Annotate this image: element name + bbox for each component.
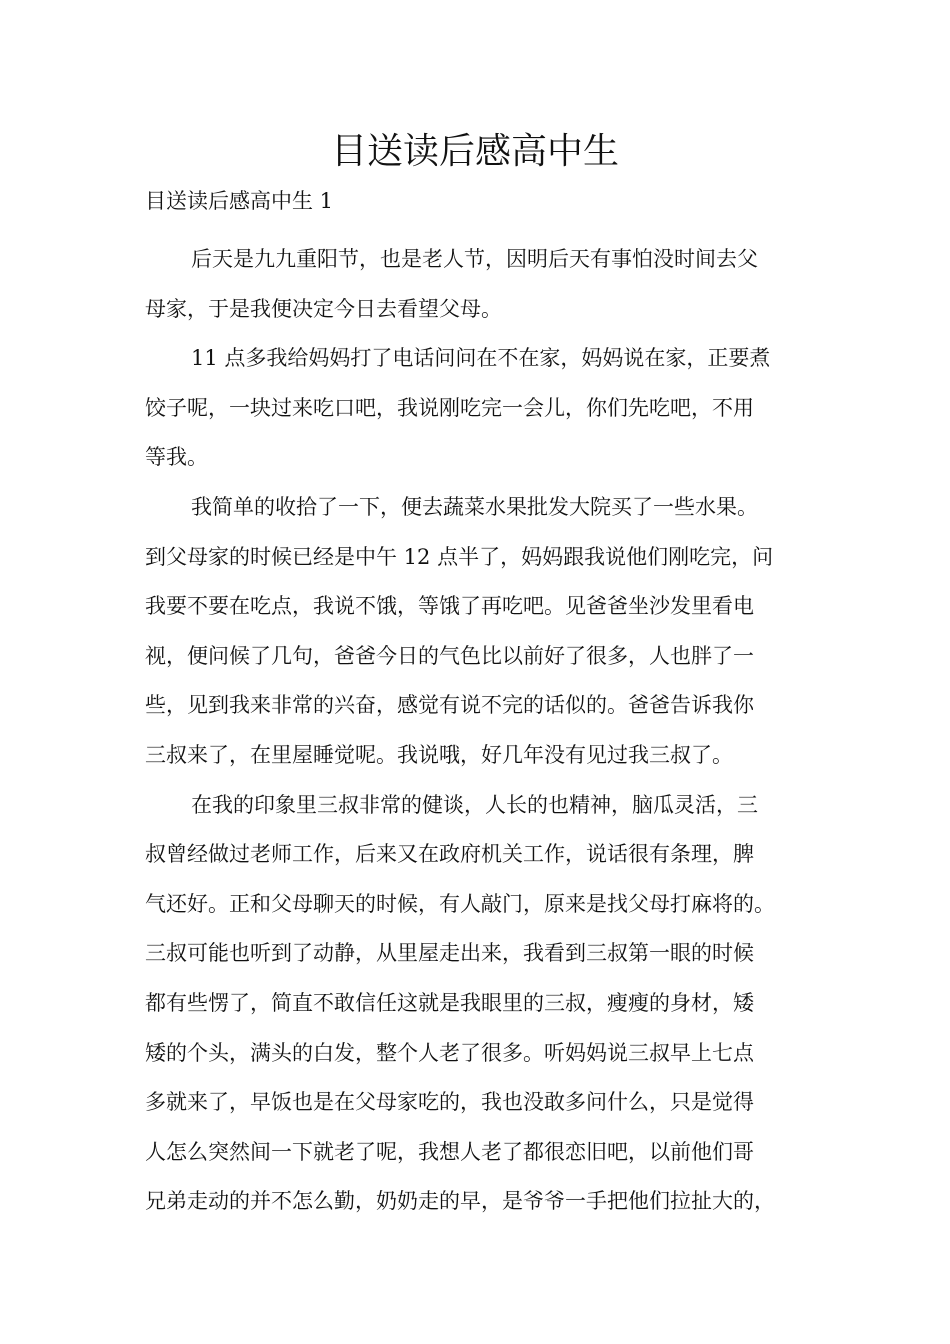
paragraph-2 [145,334,825,483]
text-line: 矮的个头，满头的白发，整个人老了很多。听妈妈说三叔早上七点 [145,1040,754,1065]
document-title: 目送读后感高中生 [330,131,619,172]
text-line: 三叔来了，在里屋睡觉呢。我说哦，好几年没有见过我三叔了。 [145,742,733,767]
text-line: 我简单的收拾了一下，便去蔬菜水果批发大院买了一些水果。 [191,494,758,519]
section-heading: 目送读后感高中生 1 [145,189,334,213]
paragraph-3 [145,483,825,781]
text-line: 到父母家的时候已经是中午 12 点半了，妈妈跟我说他们刚吃完，问 [145,544,774,569]
text-line: 母家，于是我便决定今日去看望父母。 [145,296,502,321]
text-line: 我要不要在吃点，我说不饿，等饿了再吃吧。见爸爸坐沙发里看电 [145,594,754,619]
text-line: 视，便问候了几句，爸爸今日的气色比以前好了很多，人也胖了一 [145,643,754,668]
text-line: 人怎么突然间一下就老了呢，我想人老了都很恋旧吧，以前他们哥 [145,1139,754,1164]
text-line: 都有些愣了，简直不敢信任这就是我眼里的三叔，瘦瘦的身材，矮 [145,990,754,1015]
text-line: 11 点多我给妈妈打了电话问问在不在家，妈妈说在家，正要煮 [191,346,771,371]
text-line: 后天是九九重阳节，也是老人节，因明后天有事怕没时间去父 [191,247,758,271]
text-line: 些，见到我来非常的兴奋，感觉有说不完的话似的。爸爸告诉我你 [145,693,754,718]
paragraph-1 [145,235,825,334]
text-line: 气还好。正和父母聊天的时候，有人敲门，原来是找父母打麻将的。 [145,891,775,916]
text-line: 多就来了，早饭也是在父母家吃的，我也没敢多问什么，只是觉得 [145,1090,754,1115]
paragraph-4 [145,781,825,1227]
text-line: 叔曾经做过老师工作，后来又在政府机关工作，说话很有条理，脾 [145,842,754,867]
text-line: 等我。 [145,445,208,470]
document-body [145,235,825,1227]
text-line: 在我的印象里三叔非常的健谈，人长的也精神，脑瓜灵活，三 [191,792,758,817]
text-line: 三叔可能也听到了动静，从里屋走出来，我看到三叔第一眼的时候 [145,941,754,966]
text-line: 饺子呢，一块过来吃口吧，我说刚吃完一会儿，你们先吃吧，不用 [145,395,754,420]
text-line: 兄弟走动的并不怎么勤，奶奶走的早，是爷爷一手把他们拉扯大的， [145,1189,775,1214]
